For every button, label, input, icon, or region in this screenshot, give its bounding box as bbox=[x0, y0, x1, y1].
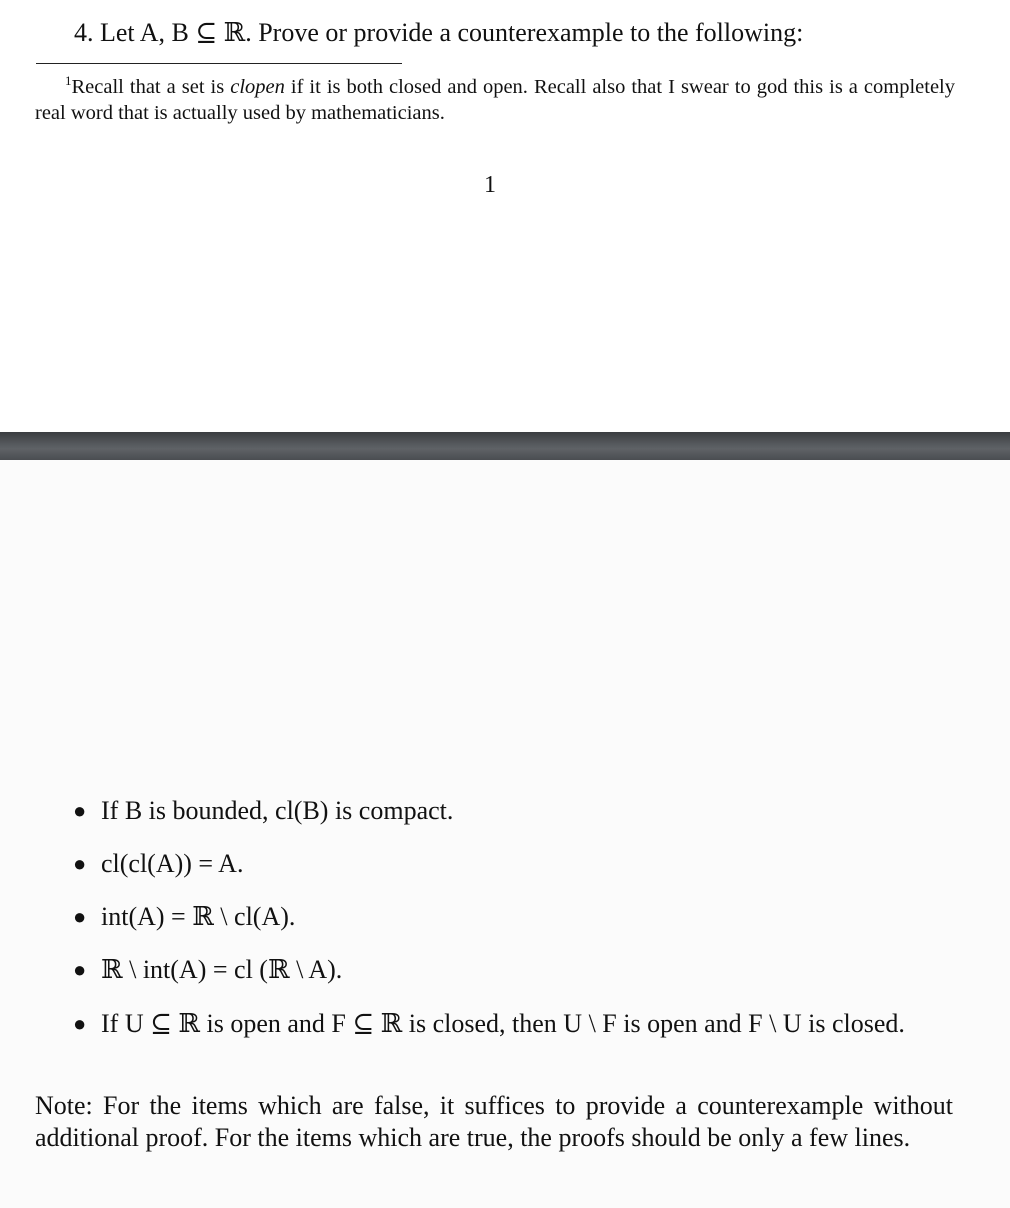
page-number: 1 bbox=[484, 172, 496, 198]
list-item-text: If U ⊆ ℝ is open and F ⊆ ℝ is closed, then U \ F is open and F \ U is closed. bbox=[101, 1009, 905, 1038]
list-item bbox=[73, 954, 956, 986]
list-item bbox=[73, 901, 956, 933]
bullet-icon: ● bbox=[73, 957, 87, 982]
page-1 bbox=[0, 0, 1010, 432]
footnote-marker: 1 bbox=[65, 73, 72, 88]
list-item bbox=[73, 1008, 956, 1040]
list-item-text: If B is bounded, cl(B) is compact. bbox=[101, 796, 454, 825]
list-item bbox=[73, 795, 956, 827]
footnote-term: clopen bbox=[230, 76, 285, 98]
bullet-icon: ● bbox=[73, 798, 87, 823]
list-item-text: ℝ \ int(A) = cl (ℝ \ A). bbox=[101, 955, 343, 984]
footnote-rule bbox=[36, 63, 402, 64]
list-item-text: cl(cl(A)) = A. bbox=[101, 849, 244, 878]
page-2 bbox=[0, 460, 1010, 1208]
list-item bbox=[73, 848, 956, 880]
footnote-text-before: Recall that a set is bbox=[71, 76, 231, 98]
bullet-icon: ● bbox=[73, 851, 87, 876]
bullet-icon: ● bbox=[73, 1011, 87, 1036]
list-item-text: int(A) = ℝ \ cl(A). bbox=[101, 902, 296, 931]
page-separator bbox=[0, 432, 1010, 460]
footnote bbox=[35, 68, 955, 126]
footnote-text-after: if it is both closed and open. Recall also that I swear to god this is a completely real word that is actually used by mathematicians. bbox=[35, 76, 955, 124]
problem-statement: 4. Let A, B ⊆ ℝ. Prove or provide a counterexample to the following: bbox=[74, 18, 804, 47]
bullet-icon: ● bbox=[73, 904, 87, 929]
note-paragraph: Note: For the items which are false, it suffices to provide a counterexample without additional proof. For the items which are true, the proofs should be only a few lines. bbox=[35, 1091, 953, 1152]
